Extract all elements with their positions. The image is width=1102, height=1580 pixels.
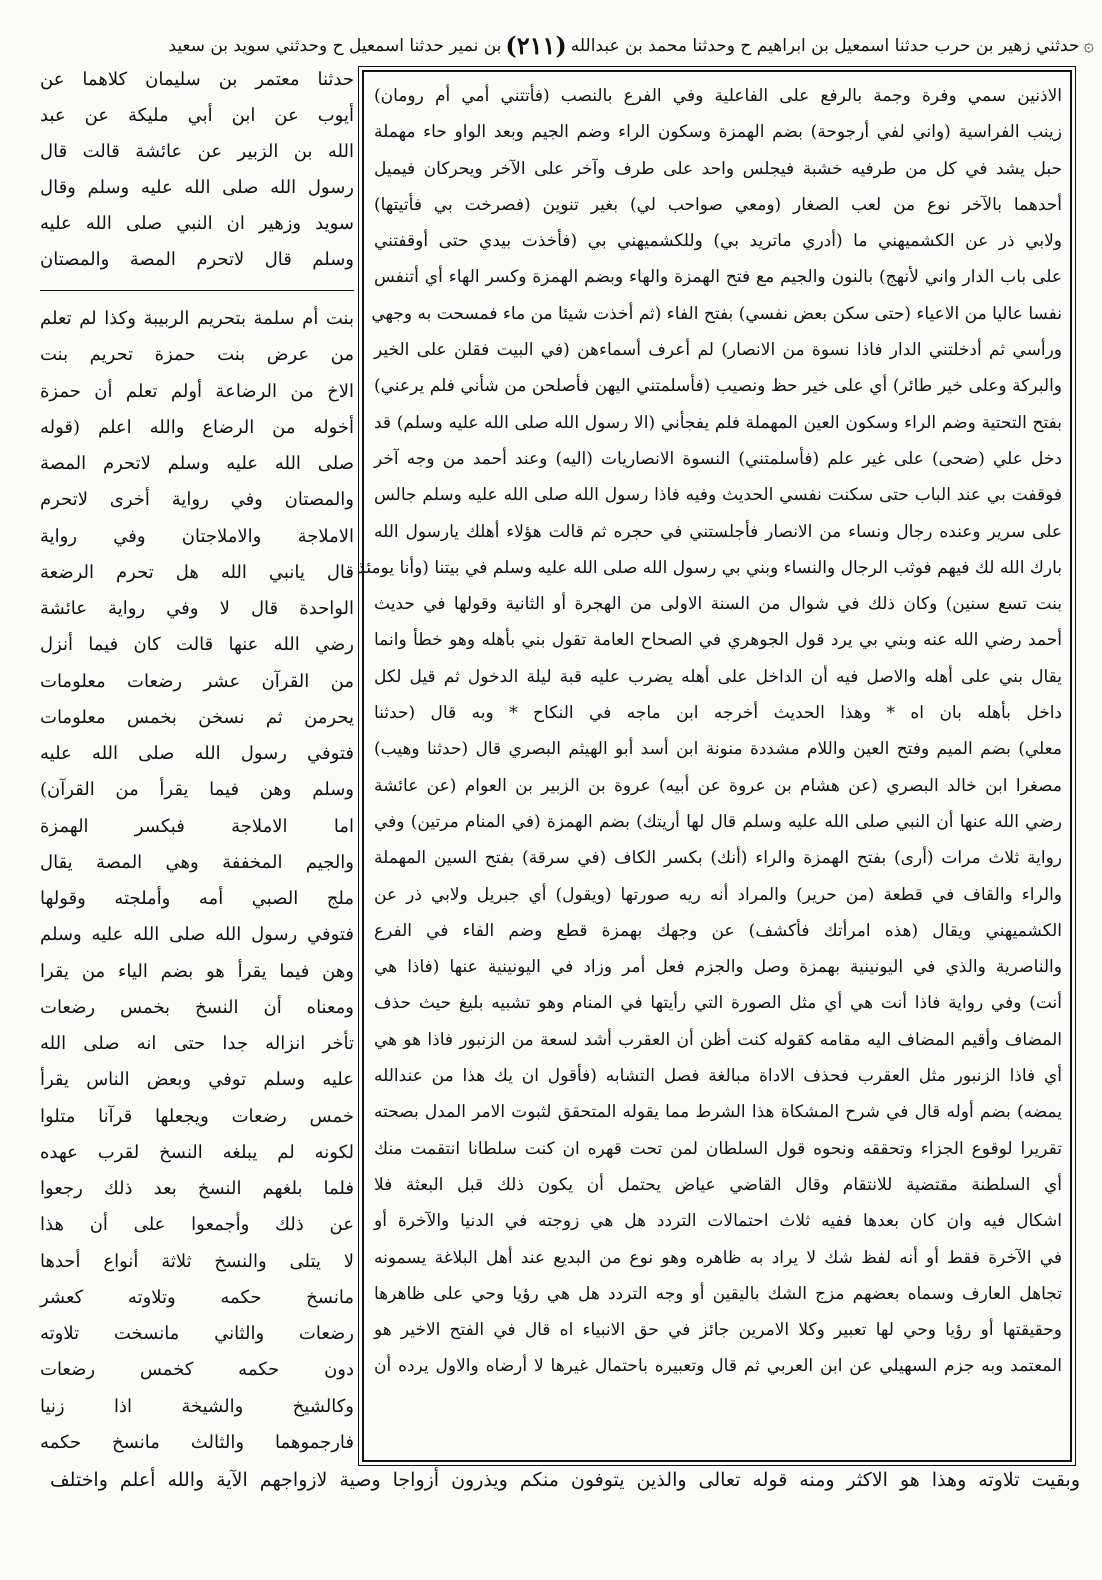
hadith-text-block (40, 62, 354, 278)
commentary-line: الاخ من الرضاعة أولم تعلم أن حمزة (40, 380, 354, 402)
commentary-line: اما الاملاجة فبكسر الهمزة (40, 815, 354, 837)
commentary-line: مانسخ حكمه وتلاوته كعشر (40, 1286, 354, 1308)
main-text-line: ولابي ذر عن الكشميهني ما (أدري ماتريد بي) وللكشميهني بي (فأخذت بيدي حتى أوقفتني (374, 231, 1062, 252)
main-text-line: في الآخرة فقط أو أنه لفظ شك لا يراد به ظاهره وهو نوع من البديع عند أهل البلاغة يسمونه (374, 1247, 1062, 1268)
main-text-line: زينب الفراسية (واني لفي أرجوحة) بضم الهمزة وسكون الراء وضم الجيم وبعد الواو حاء مهملة (374, 122, 1062, 143)
hadith-line: حدثنا معتمر بن سليمان كلاهما عن (40, 69, 354, 90)
commentary-line: فارجموهما والثالث مانسخ حكمه (40, 1431, 354, 1453)
main-text-line: على سرير وعنده رجال ونساء من الانصار فأجلستني في حجره ثم قالت هؤلاء أهلك يارسول الله (374, 521, 1063, 542)
hadith-line: وسلم قال لاتحرم المصة والمصتان (40, 249, 354, 270)
main-text-line: بارك الله لك فيهم فوثب الرجال والنساء وبني بي رسول الله صلى الله عليه وسلم في بيتنا (وأنا يومئذ (357, 557, 1062, 578)
commentary-line: يحرمن ثم نسخن بخمس معلومات (40, 706, 354, 728)
main-text-line: الكشميهني ويقال (هذه امرأتك فأكشف) عن وجهك بهمزة قطع وضم الفاء في الفرع (374, 920, 1062, 941)
main-text-line: أنت) وفي رواية فاذا أنت هي أي مثل الصورة التي رأيتها في المنام وهو تشبيه بليغ حيث حذف (374, 993, 1062, 1014)
nawawi-commentary-block (40, 301, 354, 1461)
commentary-line: وكالشيخ والشيخة اذا زنيا (40, 1395, 354, 1417)
header-chain-right: حدثني زهير بن حرب حدثنا اسمعيل بن ابراهيم ح وحدثنا محمد بن عبدالله (570, 36, 1080, 56)
main-text-line: رواية ثلاث مرات (أرى) بفتح الهمزة والراء (أنك) بكسر الكاف (في سرقة) بفتح السين المهملة (374, 848, 1062, 869)
main-text-line: والبركة وعلى خير طائر) أي على خير حظ ونصيب (فأسلمتني اليهن فأصلحن من شأني فلم يرعني) (374, 376, 1062, 397)
side-column (40, 62, 354, 1453)
commentary-line: من عرض بنت حمزة تحريم بنت (40, 344, 354, 366)
main-text-line: نفسا عاليا من الاعياء (حتى سكن بعض نفسي) بفتح الفاء (ثم أخذت شيئا من ماء فمسحت به وجهي (371, 303, 1062, 324)
hadith-line: أيوب عن ابن أبي مليكة عن عبد (40, 105, 354, 126)
main-text-line: بنت تسع سنين) وكان ذلك في شوال من السنة الاولى من الهجرة أو الثانية وقولها في حديث (374, 594, 1062, 615)
main-text-line: أحدهما بالآخر نوع من لعب الصغار (ومعي صواحب لي) بغير تنوين (فصرخت بي فأتيتها) (374, 194, 1062, 215)
commentary-line: وهن فيما يقرأ هو بضم الياء من يقرا (40, 960, 354, 982)
main-text-line: ورأسي ثم أدخلتني الدار فاذا نسوة من الانصار) لم أعرف أسماءهن (في البيت فقلن على الخير (374, 340, 1062, 361)
main-text-line: معلي) بضم الميم وفتح العين واللام مشددة منونة ابن أسد أبو الهيثم البصري قال (حدثنا وهيب) (374, 739, 1062, 760)
main-text-line: وحقيقتها أو رؤيا وحي لها تعبير وكلا الامرين جائز في حق الانبياء اه قال في الفتح الاخير هو (374, 1320, 1062, 1341)
commentary-line: دون حكمه كخمس رضعات (40, 1359, 354, 1381)
commentary-line: أخوله من الرضاع والله اعلم (قوله (40, 416, 354, 438)
commentary-line: والجيم المخففة وهي المصة يقال (40, 851, 354, 873)
commentary-line: لا يتلى والنسخ ثلاثة أنواع أحدها (40, 1250, 354, 1272)
commentary-line: عن ذلك وأجمعوا على أن هذا (40, 1214, 354, 1236)
page-number: (٢١١) (505, 31, 567, 60)
page-header (14, 28, 1094, 64)
main-text-line: أي السلطنة مقتضية للانتقام وقال القاضي عياض يحتمل أن يكون ذلك قبل البعثة فلا (374, 1174, 1062, 1195)
side-divider (40, 290, 354, 291)
commentary-line: فتوفي رسول الله صلى الله عليه (40, 743, 354, 764)
main-text-line: تجاهل العارف وسماه بعضهم مزج الشك باليقين أو وجه التردد هل هي رؤيا وحي على ظاهرها (374, 1283, 1062, 1304)
main-text-line: تقريرا لوقوع الجزاء وتحققه ونحوه قول السلطان لمن تحت قهره ان كنت سلطانا انتقمت منك (374, 1138, 1062, 1159)
main-text-line: يمضه) بضم أوله قال في شرح المشكاة هذا الشرط مما يقوله المتحقق لثبوت الامر المدل بصحته (374, 1102, 1062, 1123)
main-text-line: على باب الدار واني لأنهج) بالنون والجيم مع فتح الهمزة والهاء وبضم الهمزة وكسر الهاء أي أتنفس (374, 267, 1062, 288)
commentary-line: فتوفي رسول الله صلى الله عليه وسلم (40, 924, 354, 946)
header-chain-left: بن نمير حدثنا اسمعيل ح وحدثني سويد بن سعيد (168, 36, 502, 56)
main-text-line: المضاف وأقيم المضاف اليه مقامه كقوله كنت أظن أن العقرب أشد لسعة من الزنبور فاذا هو هي (374, 1029, 1062, 1050)
commentary-line: خمس رضعات ويجعلها قرآنا متلوا (40, 1105, 354, 1127)
main-text-line: والراء والقاف في قطعة (من حرير) والمراد أنه ريه صورتها (ويقول) أي جبريل ولابي ذر عن (374, 884, 1062, 905)
main-text-line: الاذنين سمي وفرة وجمة بالرفع على الفاعلية وفي الفرع بالنصب (فأتتني أمي أم رومان) (374, 86, 1062, 106)
main-text-line: فوقفت بي عند الباب حتى سكنت نفسي الحديث وفيه فاذا رسول الله صلى الله عليه وسلم جالس (374, 485, 1062, 506)
main-text-line: دخل علي (ضحى) على غير علم (فأسلمتني) النسوة الانصاريات (اليه) وعند أحمد من وجه آخر (374, 448, 1062, 469)
main-text-line: والناصرية والذي في اليونينية بهمزة وصل والجزم فعل أمر وزاد في اليونينية عنها (فاذا هي (374, 957, 1062, 978)
main-text-line: حبل يشد في كل من طرفيه خشبة فيجلس واحد على طرف وآخر على الآخر ويحركان فيميل (374, 158, 1062, 179)
commentary-line: وسلم وهن فيما يقرأ من القرآن) (40, 779, 354, 801)
main-text-line: يقال بني على أهله والاصل فيه أن الداخل على أهله يضرب عليه قبة ليلة الدخول ثم قيل لكل (374, 666, 1062, 687)
hadith-line: سويد وزهير ان النبي صلى الله عليه (40, 213, 354, 234)
main-text-line: أحمد رضي الله عنه وبني بي يرد قول الجوهري في الصحاح العامة تقول بني بأهله وهو خطأ وانما (374, 630, 1062, 651)
header-ornament-icon: ۞ (1083, 35, 1094, 56)
commentary-line: من القرآن عشر رضعات معلومات (40, 670, 354, 692)
main-text-line: مصغرا ابن خالد البصري (عن هشام بن عروة عن أبيه) عروة بن الزبير بن العوام (عن عائشة (374, 775, 1062, 796)
commentary-line: بنت أم سلمة بتحريم الربيبة وكذا لم تعلم (40, 308, 354, 329)
main-text-line: بفتح التحتية وضم الراء وسكون العين المهملة فلم يفجأني (الا رسول الله صلى الله عليه وسلم) قد (374, 412, 1062, 433)
commentary-line: صلى الله عليه وسلم لاتحرم المصة (40, 453, 354, 474)
main-commentary-block (357, 78, 1063, 1458)
main-text-line: اشكال فيه وان كان بعدها ففيه ثلاث احتمالات التردد هل هي زوجته في الدنيا والآخرة أو (374, 1211, 1062, 1232)
footer-line: وبقيت تلاوته وهذا هو الاكثر ومنه قوله تعالى والذين يتوفون منكم ويذرون أزواجا وصية لازواجهم الآية والله أعلم واختلف (50, 1469, 1080, 1491)
commentary-line: ملج الصبي أمه وأملجته وقولها (40, 888, 354, 909)
commentary-line: والمصتان وفي رواية أخرى لاتحرم (40, 489, 354, 511)
commentary-line: الاملاجة والاملاجتان وفي رواية (40, 525, 354, 547)
commentary-line: الواحدة قال لا وفي رواية عائشة (40, 598, 354, 619)
commentary-line: عليه وسلم توفي وبعض الناس يقرأ (40, 1069, 354, 1091)
main-text-line: المعتمد وبه جزم السهيلي عن ابن العربي ثم قال وتعبيره باحتمال غيرها لا أرضاه والاول يرده أن (374, 1356, 1062, 1377)
commentary-line: ومعناه أن النسخ بخمس رضعات (40, 996, 354, 1018)
main-text-line: رضي الله عنها أن النبي صلى الله عليه وسلم قال لها أريتك) بضم الهمزة (في المنام مرتين) وفي (374, 811, 1062, 832)
main-text-line: داخل بأهله بان اه * وهذا الحديث أخرجه ابن ماجه في النكاح * وبه قال (حدثنا (374, 703, 1062, 724)
commentary-line: رضعات والثاني مانسخت تلاوته (40, 1323, 354, 1344)
commentary-line: رضي الله عنها قالت كان فيما أنزل (40, 634, 354, 656)
hadith-line: رسول الله صلى الله عليه وسلم وقال (40, 177, 354, 198)
commentary-line: لكونه لم يبلغه النسخ لقرب عهده (40, 1141, 354, 1163)
commentary-line: فلما بلغهم النسخ بعد ذلك رجعوا (40, 1178, 354, 1199)
commentary-line: قال يانبي الله هل تحرم الرضعة (40, 561, 354, 583)
hadith-line: الله بن الزبير عن عائشة قالت قال (40, 141, 354, 162)
commentary-line: تأخر انزاله جدا حتى انه صلى الله (40, 1033, 354, 1054)
main-text-line: أي فاذا الزنبور مثل العقرب فحذف الاداة مبالغة فصل التشابه (فأقول ان يك هذا من عندالله (374, 1066, 1062, 1087)
